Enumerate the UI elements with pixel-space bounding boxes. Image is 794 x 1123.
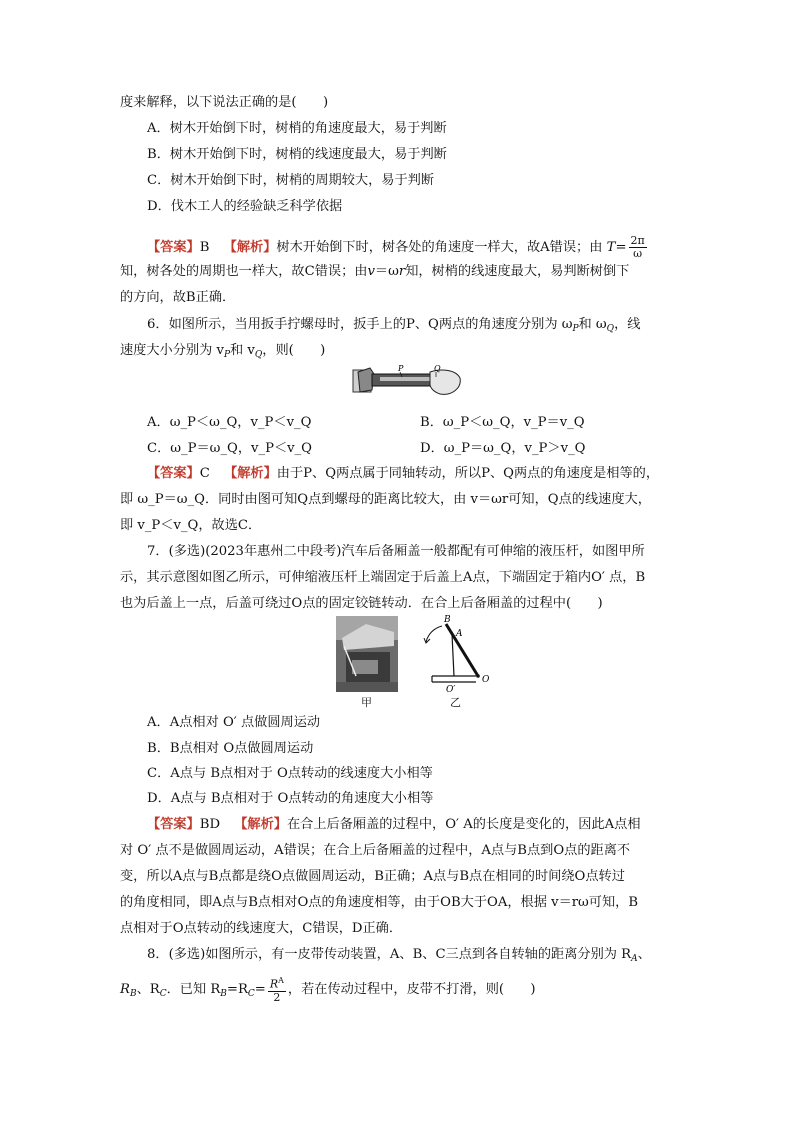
stem-text: =R xyxy=(226,981,248,997)
stem-text: 和 ω xyxy=(578,317,607,332)
q6-option-c: C．ω_P＝ω_Q，v_P＜v_Q xyxy=(147,441,312,456)
q5-stem-tail: 度来解释，以下说法正确的是( ) xyxy=(120,95,329,110)
answer-value: C xyxy=(199,466,210,481)
q7-option-a: A．A点相对 O′ 点做圆周运动 xyxy=(147,715,321,730)
photo-bumper xyxy=(336,682,398,692)
radius-fraction xyxy=(268,975,286,1004)
q6-stem-line-1 xyxy=(147,316,640,338)
q6-analysis-line-1 xyxy=(147,465,659,483)
fraction-denominator: 2 xyxy=(273,990,281,1004)
fraction-numerator: 2π xyxy=(630,234,645,247)
q5-analysis-line-2 xyxy=(120,263,629,281)
stem-text: 、R xyxy=(136,981,160,997)
fraction-numerator xyxy=(268,975,286,992)
q7-option-d: D．A点与 B点相对于 O点转动的角速度大小相等 xyxy=(147,791,434,806)
q7-stem-line-1: 7．(多选)(2023年惠州二中段考)汽车后备厢盖一般都配有可伸缩的液压杆，如图甲所 xyxy=(147,544,645,559)
figure-caption-left: 甲 xyxy=(361,696,372,709)
trunk-diagram xyxy=(412,612,494,696)
subscript: A xyxy=(631,954,638,964)
q7-option-b: B．B点相对 O点做圆周运动 xyxy=(147,741,314,756)
stem-text: 6．如图所示，当用扳手拧螺母时，扳手上的P、Q两点的角速度分别为 ω xyxy=(147,317,573,332)
analysis-tag: 【解析】 xyxy=(234,817,287,832)
q6-option-b: B．ω_P＜ω_Q，v_P＝v_Q xyxy=(420,415,585,430)
stem-text: ，线 xyxy=(614,317,641,332)
q5-option-c: C．树木开始倒下时，树梢的周期较大，易于判断 xyxy=(147,173,435,188)
period-symbol: T xyxy=(606,240,616,255)
analysis-text: 树木开始倒下时，树各处的角速度一样大，故A错误；由 xyxy=(276,240,603,255)
radius-symbol: r xyxy=(398,264,406,279)
q6-analysis-line-3: 即 v_P＜v_Q，故选C． xyxy=(120,518,262,533)
wrench-handle-groove xyxy=(380,377,438,381)
q6-stem-line-2 xyxy=(120,342,325,364)
subscript: Q xyxy=(606,324,615,334)
q7-analysis-line-4: 的角度相同，即A点与B点相对O点的角速度相等，由于OB大于OA，根据 v＝rω可知，B xyxy=(120,895,639,910)
fraction-denominator: ω xyxy=(633,247,643,260)
point-o-label: O xyxy=(482,675,490,685)
point-o-prime-label: O′ xyxy=(446,685,456,695)
stem-text: 8．(多选)如图所示，有一皮带传动装置，A、B、C三点到各自转轴的距离分别为 R xyxy=(147,947,632,962)
hand-shape xyxy=(430,370,460,394)
q7-analysis-line-5: 点相对于O点转动的线速度大，C错误，D正确． xyxy=(120,921,403,936)
q5-option-d: D．伐木工人的经验缺乏科学依据 xyxy=(147,199,343,214)
subscript: C xyxy=(159,988,167,999)
answer-tag: 【答案】 xyxy=(147,240,200,255)
stem-text: 和 v xyxy=(230,343,255,358)
wrench-figure xyxy=(352,362,464,402)
numerator-superscript: A xyxy=(278,976,284,985)
analysis-text: 在合上后备厢盖的过程中，O′ A的长度是变化的，因此A点相 xyxy=(286,817,641,832)
analysis-text: 由于P、Q两点属于同轴转动，所以P、Q两点的角速度是相等的， xyxy=(276,466,660,481)
strut-line xyxy=(452,634,454,676)
q6-option-d: D．ω_P＝ω_Q，v_P＞v_Q xyxy=(420,441,586,456)
rotation-arc xyxy=(426,626,442,642)
q5-analysis-line-3: 的方向，故B正确． xyxy=(120,290,236,305)
stem-text: ．已知 R xyxy=(166,981,221,997)
q7-option-c: C．A点与 B点相对于 O点转动的线速度大小相等 xyxy=(147,766,433,781)
point-p-label: P xyxy=(398,364,404,373)
numerator-symbol: R xyxy=(269,977,279,991)
q7-analysis-line-2: 对 O′ 点不是做圆周运动，A错误；在合上后备厢盖的过程中，A点与B点到O点的距离不 xyxy=(120,843,631,858)
analysis-tag: 【解析】 xyxy=(223,240,277,255)
analysis-tag: 【解析】 xyxy=(224,466,277,481)
radius-symbol: R xyxy=(120,981,130,997)
q7-stem-line-2: 示，其示意图如图乙所示，可伸缩液压杆上端固定于后盖上A点，下端固定于箱内O′ 点，B xyxy=(120,570,646,585)
hinge-point xyxy=(476,674,480,678)
answer-tag: 【答案】 xyxy=(147,817,200,832)
q5-analysis-line-1 xyxy=(147,235,649,260)
answer-tag: 【答案】 xyxy=(147,466,200,481)
subscript: B xyxy=(129,988,137,999)
stem-text: ，则( ) xyxy=(262,343,326,358)
q7-analysis-line-3: 变，所以A点与B点都是绕O点做圆周运动，B正确；A点与B点在相同的时间绕O点转过 xyxy=(120,869,625,884)
q8-stem-line-1 xyxy=(147,946,651,968)
point-b-label: B xyxy=(444,615,451,625)
subscript: P xyxy=(223,350,231,360)
point-q-label: Q xyxy=(434,364,441,373)
subscript: Q xyxy=(254,350,263,360)
analysis-text: 知，树各处的周期也一样大，故C错误；由 xyxy=(120,264,368,279)
answer-value: BD xyxy=(199,817,221,832)
q7-stem-line-3: 也为后盖上一点，后盖可绕过O点的固定铰链转动．在合上后备厢盖的过程中( ) xyxy=(120,596,603,611)
stem-text: ，若在传动过程中，皮带不打滑，则( ) xyxy=(287,981,536,997)
trunk-photo xyxy=(336,616,398,692)
analysis-text: 知，树梢的线速度最大，易判断树倒下 xyxy=(405,264,630,279)
q5-option-b: B．树木开始倒下时，树梢的线速度最大，易于判断 xyxy=(147,147,447,162)
stem-text: 速度大小分别为 v xyxy=(120,343,224,358)
q7-analysis-line-1 xyxy=(147,816,641,834)
subscript: P xyxy=(572,324,579,334)
subscript: B xyxy=(220,988,227,999)
equation-part: ＝ω xyxy=(374,264,399,279)
equals-sign: = xyxy=(254,981,266,997)
period-fraction xyxy=(629,235,647,260)
q6-option-a: A．ω_P＜ω_Q，v_P＜v_Q xyxy=(147,415,312,430)
photo-cargo xyxy=(352,660,378,674)
figure-caption-right: 乙 xyxy=(450,696,461,709)
q8-stem-line-2 xyxy=(120,975,536,1004)
velocity-symbol: v xyxy=(367,264,375,279)
subscript: C xyxy=(247,988,255,999)
q6-analysis-line-2: 即 ω_P＝ω_Q．同时由图可知Q点到螺母的距离比较大，由 v＝ωr可知，Q点的线速度大， xyxy=(120,492,651,507)
equals-sign: = xyxy=(615,240,627,255)
point-a-label: A xyxy=(456,629,463,639)
stem-text: 、 xyxy=(637,947,651,962)
q5-option-a: A．树木开始倒下时，树梢的角速度最大，易于判断 xyxy=(147,121,447,136)
answer-value: B xyxy=(199,240,210,255)
